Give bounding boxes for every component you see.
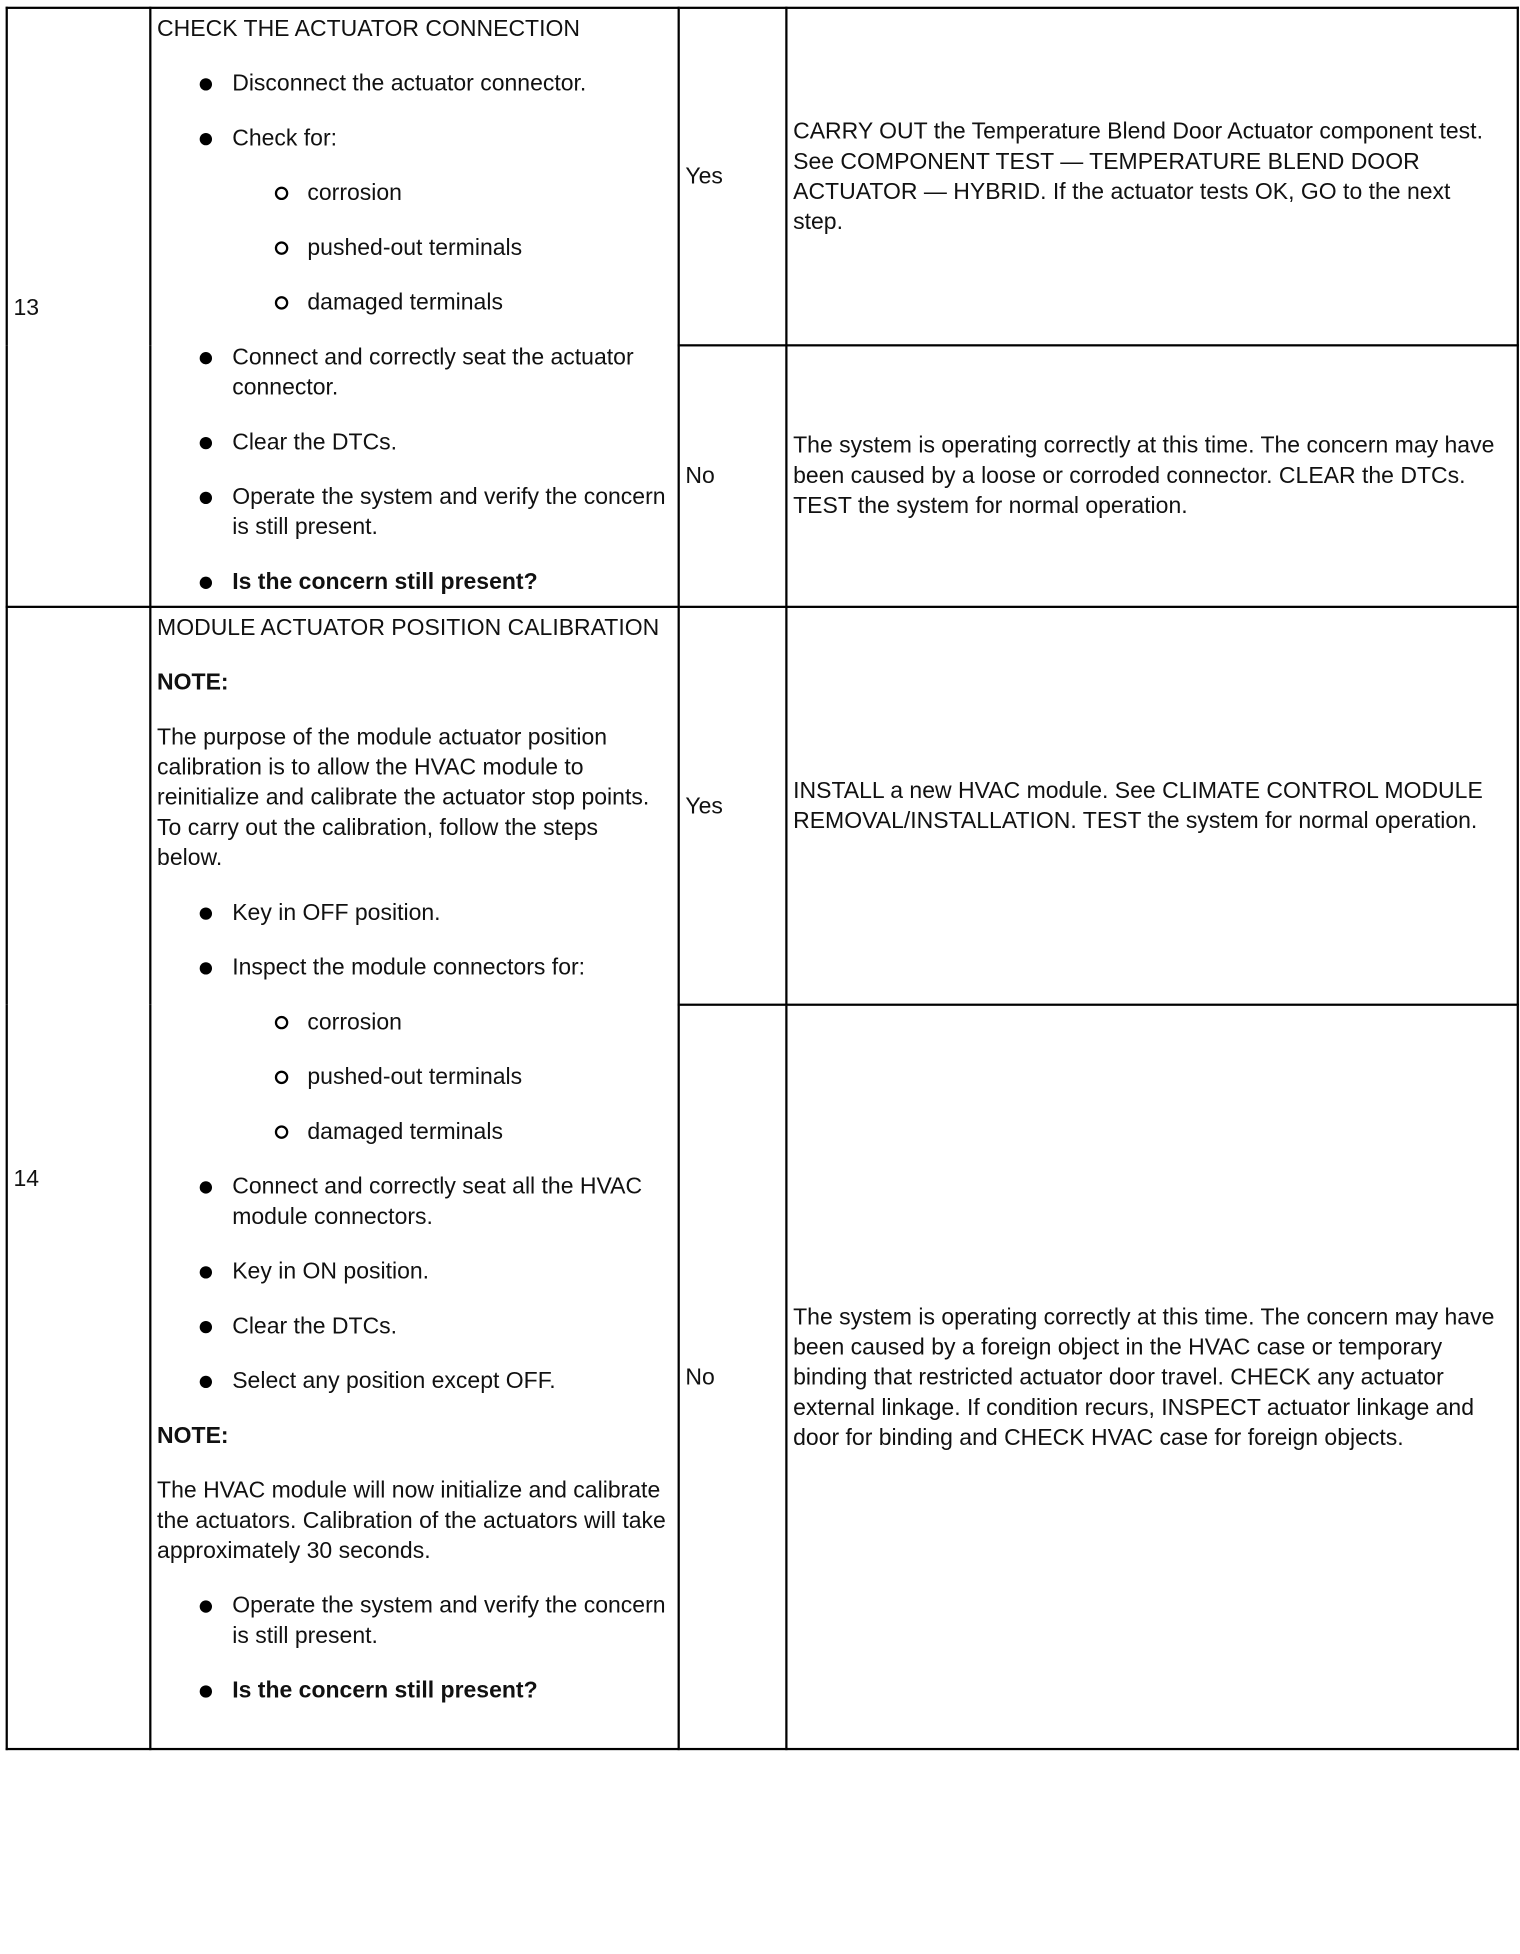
sub-list-item: corrosion [232,1007,668,1037]
list-item: Key in OFF position. [157,897,669,927]
result-action-no: The system is operating correctly at this time. The concern may have been caused by a foreign object in the HVAC case or temporary binding that restricted actuator door travel. CHECK any actuator external linkage. If condition recurs, INSPECT actuator linkage and door for binding and CHECK HVAC case for foreign objects. [786,1005,1517,1749]
list-item: Select any position except OFF. [157,1366,669,1396]
list-item: Connect and correctly seat the actuator connector. [157,342,669,402]
step-title: CHECK THE ACTUATOR CONNECTION [157,15,580,42]
list-item-label: Check for: [232,125,338,151]
sub-list-item: pushed-out terminals [232,232,668,262]
list-item [157,952,669,1146]
note-text: The purpose of the module actuator position calibration is to allow the HVAC module to reinitialize and calibrate the actuator stop points. To carry out the calibration, follow the steps below. [157,724,650,871]
sub-list-item: pushed-out terminals [232,1062,668,1092]
list-item: Key in ON position. [157,1256,669,1286]
note-label: NOTE: [157,669,229,696]
sub-list-item: corrosion [232,178,668,208]
result-action-no: The system is operating correctly at this time. The concern may have been caused by a loose or corroded connector. CLEAR the DTCs. TEST the system for normal operation. [786,345,1517,607]
step-14-bullet-list-2 [157,1590,669,1705]
result-label-yes: Yes [679,8,787,345]
step-13-row-yes [7,8,1518,345]
step-question: Is the concern still present? [157,1675,669,1705]
inspect-sub-list [232,1007,668,1147]
step-14-bullet-list [157,897,669,1395]
list-item: Clear the DTCs. [157,427,669,457]
result-label-yes: Yes [679,607,787,1005]
step-number: 13 [7,8,151,607]
note-label: NOTE: [157,1422,229,1449]
list-item: Operate the system and verify the concern is still present. [157,1590,669,1650]
list-item: Operate the system and verify the concern is still present. [157,482,669,542]
check-sub-list [232,178,668,318]
result-action-yes: CARRY OUT the Temperature Blend Door Actuator component test. See COMPONENT TEST — TEMPERATURE BLEND DOOR ACTUATOR — HYBRID. If the actuator tests OK, GO to the next step. [786,8,1517,345]
result-label-no: No [679,345,787,607]
sub-list-item: damaged terminals [232,1116,668,1146]
step-13-actions [150,8,678,607]
step-13-bullet-list [157,68,669,597]
step-number: 14 [7,607,151,1749]
list-item: Connect and correctly seat all the HVAC module connectors. [157,1171,669,1231]
sub-list-item: damaged terminals [232,287,668,317]
diagnostic-steps-table [6,7,1519,1750]
result-action-yes: INSTALL a new HVAC module. See CLIMATE CONTROL MODULE REMOVAL/INSTALLATION. TEST the system for normal operation. [786,607,1517,1005]
list-item-label: Inspect the module connectors for: [232,954,586,981]
step-title: MODULE ACTUATOR POSITION CALIBRATION [157,614,660,641]
step-14-actions [150,607,678,1749]
step-14-row-yes [7,607,1518,1005]
step-question: Is the concern still present? [157,567,669,597]
result-label-no: No [679,1005,787,1749]
list-item: Disconnect the actuator connector. [157,68,669,98]
note-text: The HVAC module will now initialize and calibrate the actuators. Calibration of the actuators will take approximately 30 seconds. [157,1477,666,1564]
list-item [157,123,669,317]
list-item: Clear the DTCs. [157,1311,669,1341]
